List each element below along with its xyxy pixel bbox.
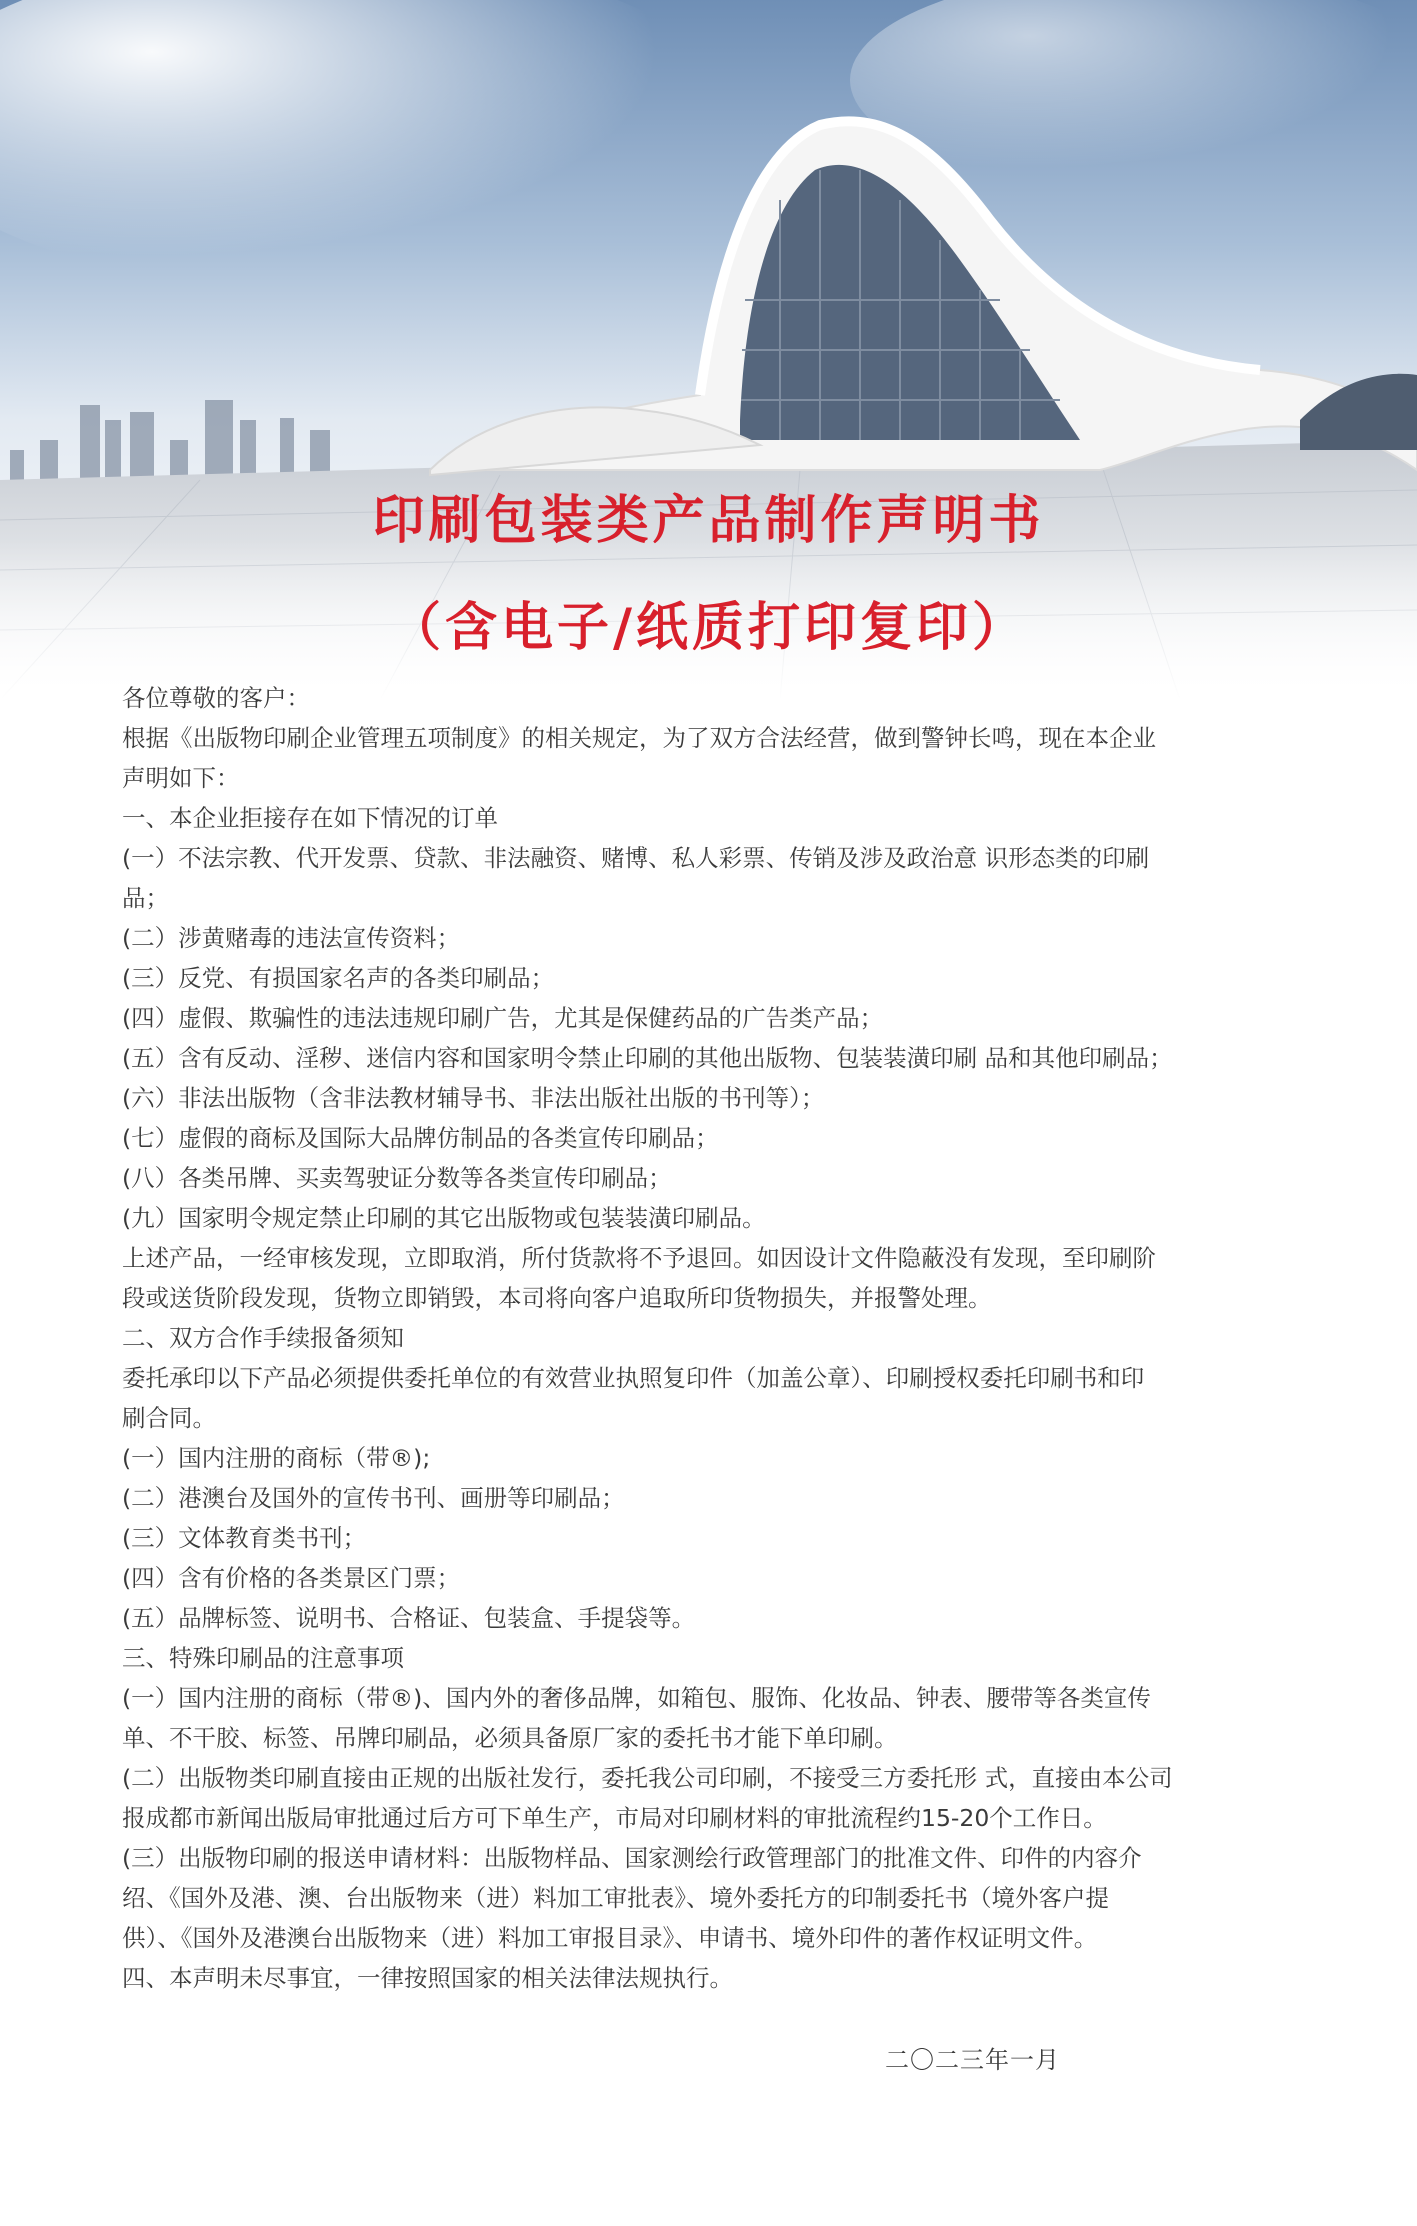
- body-line: 报成都市新闻出版局审批通过后方可下单生产，市局对印刷材料的审批流程约15-20个工作日。: [122, 1804, 1107, 1832]
- body-line: 各位尊敬的客户：: [122, 684, 310, 712]
- body-line: (四）含有价格的各类景区门票；: [122, 1564, 461, 1592]
- body-line: 委托承印以下产品必须提供委托单位的有效营业执照复印件（加盖公章）、印刷授权委托印刷书和印: [122, 1364, 1145, 1392]
- body-line: (七）虚假的商标及国际大品牌仿制品的各类宣传印刷品；: [122, 1124, 719, 1152]
- body-line: (三）反党、有损国家名声的各类印刷品；: [122, 964, 555, 992]
- statement-body: [122, 678, 1294, 1998]
- section-heading: 一、本企业拒接存在如下情况的订单: [122, 804, 498, 832]
- section-heading: 三、特殊印刷品的注意事项: [122, 1644, 404, 1672]
- body-line: 品；: [122, 884, 169, 912]
- body-line: (二）港澳台及国外的宣传书刊、画册等印刷品；: [122, 1484, 625, 1512]
- section-heading: 二、双方合作手续报备须知: [122, 1324, 404, 1352]
- document-date: 二〇二三年一月: [885, 2046, 1060, 2074]
- body-line: (五）含有反动、淫秽、迷信内容和国家明令禁止印刷的其他出版物、包装装潢印刷 品和其他印刷品；: [122, 1044, 1173, 1072]
- body-line: (二）出版物类印刷直接由正规的出版社发行，委托我公司印刷，不接受三方委托形 式，直接由本公司: [122, 1764, 1173, 1792]
- body-line: (三）文体教育类书刊；: [122, 1524, 367, 1552]
- body-line: (一）国内注册的商标（带®);: [122, 1444, 431, 1472]
- body-line: 单、不干胶、标签、吊牌印刷品，必须具备原厂家的委托书才能下单印刷。: [122, 1724, 898, 1752]
- body-line: (三）出版物印刷的报送申请材料：出版物样品、国家测绘行政管理部门的批准文件、印件的内容介: [122, 1844, 1142, 1872]
- body-line: (九）国家明令规定禁止印刷的其它出版物或包装装潢印刷品。: [122, 1204, 766, 1232]
- document-title: 印刷包装类产品制作声明书: [372, 491, 1045, 551]
- body-line: 段或送货阶段发现，货物立即销毁，本司将向客户追取所印货物损失，并报警处理。: [122, 1284, 992, 1312]
- body-line: 供）、《国外及港澳台出版物来（进）料加工审报目录》、申请书、境外印件的著作权证明文件。: [122, 1924, 1098, 1952]
- body-line: (五）品牌标签、说明书、合格证、包装盒、手提袋等。: [122, 1604, 696, 1632]
- body-line: 刷合同。: [122, 1404, 216, 1432]
- body-line: (一）国内注册的商标（带®)、国内外的奢侈品牌，如箱包、服饰、化妆品、钟表、腰带等各类宣传: [122, 1684, 1151, 1712]
- body-line: (八）各类吊牌、买卖驾驶证分数等各类宣传印刷品；: [122, 1164, 672, 1192]
- body-line: 绍、《国外及港、澳、台出版物来（进）料加工审批表》、境外委托方的印制委托书（境外客户提: [122, 1884, 1109, 1912]
- body-line: 上述产品，一经审核发现，立即取消，所付货款将不予退回。如因设计文件隐蔽没有发现，至印刷阶: [122, 1244, 1156, 1272]
- body-line: (四）虚假、欺骗性的违法违规印刷广告，尤其是保健药品的广告类产品；: [122, 1004, 884, 1032]
- body-line: 声明如下：: [122, 764, 240, 792]
- document-subtitle: （含电子/纸质打印复印）: [389, 598, 1028, 658]
- body-line: 根据《出版物印刷企业管理五项制度》的相关规定，为了双方合法经营，做到警钟长鸣，现在本企业: [122, 724, 1156, 752]
- body-line: (六）非法出版物（含非法教材辅导书、非法出版社出版的书刊等）；: [122, 1084, 825, 1112]
- body-line: (一）不法宗教、代开发票、贷款、非法融资、赌博、私人彩票、传销及涉及政治意 识形态类的印刷: [122, 844, 1150, 872]
- body-line: (二）涉黄赌毒的违法宣传资料；: [122, 924, 461, 952]
- section-heading: 四、本声明未尽事宜，一律按照国家的相关法律法规执行。: [122, 1964, 733, 1992]
